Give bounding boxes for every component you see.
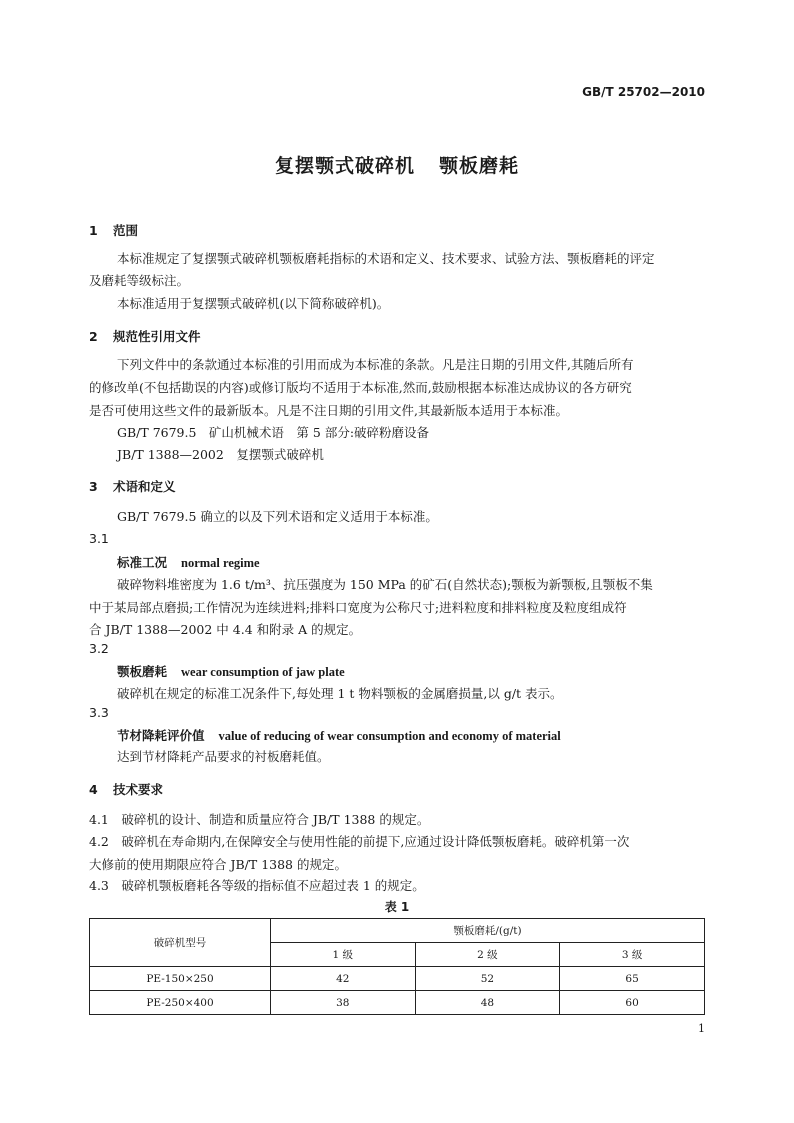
section-4-heading xyxy=(89,780,163,798)
table-caption: 表 1 xyxy=(384,900,410,914)
clause-line: 4.2 破碎机在寿命期内,在保障安全与使用性能的前提下,应通过设计降低颚板磨耗。破碎机第一次 xyxy=(89,834,630,849)
paragraph-line: 破碎机在规定的标准工况条件下,每处理 1 t 物料颚板的金属磨损量,以 g/t 表示。 xyxy=(117,686,563,701)
table-header-row xyxy=(90,919,705,943)
section-number: 4 xyxy=(89,782,98,797)
paragraph-line: GB/T 7679.5 确立的以及下列术语和定义适用于本标准。 xyxy=(117,509,438,524)
term-chinese: 标准工况 xyxy=(117,555,168,570)
value-cell: 42 xyxy=(271,967,416,991)
term-number: 3.1 xyxy=(89,531,109,546)
term-english: normal regime xyxy=(181,556,260,570)
reference-item: JB/T 1388—2002 复摆颚式破碎机 xyxy=(117,447,324,462)
grade-header: 2 级 xyxy=(415,943,560,967)
paragraph-line: 下列文件中的条款通过本标准的引用而成为本标准的条款。凡是注日期的引用文件,其随后所有 xyxy=(117,357,634,372)
clause-line: 大修前的使用期限应符合 JB/T 1388 的规定。 xyxy=(89,857,347,872)
model-cell: PE-150×250 xyxy=(90,967,271,991)
standard-code: GB/T 25702—2010 xyxy=(582,85,705,99)
title-part-2: 颚板磨耗 xyxy=(439,155,520,177)
reference-item: GB/T 7679.5 矿山机械术语 第 5 部分:破碎粉磨设备 xyxy=(117,425,430,440)
section-title: 规范性引用文件 xyxy=(113,329,201,344)
grade-header: 3 级 xyxy=(560,943,705,967)
paragraph-line: 中于某局部点磨损;工作情况为连续进料;排料口宽度为公称尺寸;进料粒度和排料粒度及粒度组成符 xyxy=(89,600,627,615)
paragraph-line: 是否可使用这些文件的最新版本。凡是不注日期的引用文件,其最新版本适用于本标准。 xyxy=(89,403,568,418)
term-chinese: 颚板磨耗 xyxy=(117,664,168,679)
term-english: wear consumption of jaw plate xyxy=(181,665,345,679)
section-title: 范围 xyxy=(113,223,139,238)
section-title: 技术要求 xyxy=(113,782,164,797)
term-chinese: 节材降耗评价值 xyxy=(117,728,205,743)
value-cell: 60 xyxy=(560,991,705,1015)
clause-line: 4.1 破碎机的设计、制造和质量应符合 JB/T 1388 的规定。 xyxy=(89,812,430,827)
section-title: 术语和定义 xyxy=(113,479,176,494)
value-cell: 48 xyxy=(415,991,560,1015)
wear-group-header: 颚板磨耗/(g/t) xyxy=(271,919,705,943)
section-2-heading xyxy=(89,327,201,345)
document-title xyxy=(0,151,794,178)
term-heading xyxy=(117,662,345,680)
term-heading xyxy=(117,726,561,744)
section-3-heading xyxy=(89,477,176,495)
title-part-1: 复摆颚式破碎机 xyxy=(274,155,415,177)
table-row xyxy=(90,991,705,1015)
paragraph-line: 本标准规定了复摆颚式破碎机颚板磨耗指标的术语和定义、技术要求、试验方法、颚板磨耗的评定 xyxy=(117,251,655,266)
term-number: 3.2 xyxy=(89,641,109,656)
section-1-heading xyxy=(89,221,138,239)
term-english: value of reducing of wear consumption and economy of material xyxy=(218,729,561,743)
section-number: 1 xyxy=(89,223,98,238)
table-row xyxy=(90,967,705,991)
paragraph-line: 的修改单(不包括勘误的内容)或修订版均不适用于本标准,然而,鼓励根据本标准达成协议的各方研究 xyxy=(89,380,632,395)
wear-table xyxy=(89,918,705,1015)
section-number: 3 xyxy=(89,479,98,494)
paragraph-line: 达到节材降耗产品要求的衬板磨耗值。 xyxy=(117,749,330,764)
model-cell: PE-250×400 xyxy=(90,991,271,1015)
paragraph-line: 本标准适用于复摆颚式破碎机(以下简称破碎机)。 xyxy=(117,296,390,311)
model-column-header: 破碎机型号 xyxy=(90,919,271,967)
value-cell: 38 xyxy=(271,991,416,1015)
term-number: 3.3 xyxy=(89,705,109,720)
term-heading xyxy=(117,553,260,571)
value-cell: 52 xyxy=(415,967,560,991)
page-number: 1 xyxy=(698,1022,705,1035)
grade-header: 1 级 xyxy=(271,943,416,967)
clause-line: 4.3 破碎机颚板磨耗各等级的指标值不应超过表 1 的规定。 xyxy=(89,878,425,893)
paragraph-line: 合 JB/T 1388—2002 中 4.4 和附录 A 的规定。 xyxy=(89,622,362,637)
value-cell: 65 xyxy=(560,967,705,991)
paragraph-line: 破碎物料堆密度为 1.6 t/m³、抗压强度为 150 MPa 的矿石(自然状态);颚板为新颚板,且颚板不集 xyxy=(117,577,653,592)
paragraph-line: 及磨耗等级标注。 xyxy=(89,273,190,288)
section-number: 2 xyxy=(89,329,98,344)
